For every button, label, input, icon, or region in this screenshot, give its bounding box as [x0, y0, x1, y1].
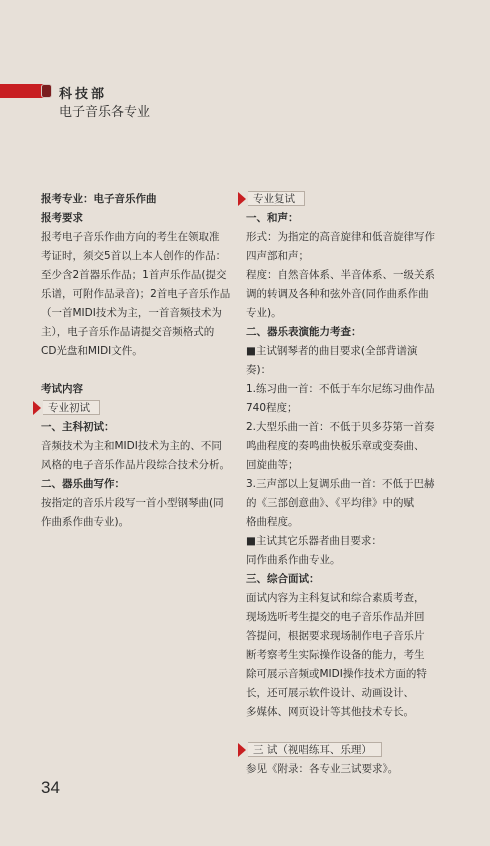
paragraph-line: 740程度； — [246, 402, 298, 414]
major-heading: 报考专业：电子音乐作曲 — [41, 193, 157, 205]
requirements-line: 考证时，须交5首以上本人创作的作品： — [41, 250, 227, 262]
paragraph-line: ■主试钢琴者的曲目要求(全部背谱演奏)： — [246, 345, 418, 376]
paragraph-line: 专业)。 — [246, 307, 282, 319]
section-title: 科技部 — [59, 87, 108, 102]
subsection-heading: 一、和声： — [246, 212, 299, 224]
paragraph-line: 风格的电子音乐作品片段综合技术分析。 — [41, 459, 230, 471]
exam-content-heading: 考试内容 — [41, 383, 83, 395]
paragraph-line: 格曲程度。 — [246, 516, 299, 528]
requirements-line: 至少含2首器乐作品；1首声乐作品(提交 — [41, 269, 227, 281]
requirements-line: 主），电子音乐作品请提交音频格式的 — [41, 326, 215, 338]
paragraph-line: 1.练习曲一首：不低于车尔尼练习曲作品 — [246, 383, 435, 395]
paragraph-line: 2.大型乐曲一首：不低于贝多芬第一首奏 — [246, 421, 435, 433]
requirements-line: （一首MIDI技术为主，一首音频技术为 — [41, 307, 222, 319]
requirements-heading: 报考要求 — [41, 212, 83, 224]
tag-preliminary-label: 专业初试 — [43, 400, 100, 415]
right-column — [246, 190, 441, 779]
paragraph-line: 的《三部创意曲》、《平均律》中的赋 — [246, 497, 414, 509]
subsection-heading: 二、器乐表演能力考查： — [246, 326, 362, 338]
paragraph-line: 作曲系作曲专业)。 — [41, 516, 130, 528]
paragraph-line: 同作曲系作曲专业。 — [246, 554, 341, 566]
paragraph-line: 程度：自然音体系、半音体系、一级关系 — [246, 269, 435, 281]
requirements-line: CD光盘和MIDI文件。 — [41, 345, 143, 357]
requirements-line: 乐谱，可附作品录音)；2首电子音乐作品 — [41, 288, 231, 300]
paragraph-line: 参见《附录：各专业三试要求》。 — [246, 763, 399, 775]
paragraph-line: 音频技术为主和MIDI技术为主的、不同 — [41, 440, 222, 452]
paragraph-line: 长，还可展示软件设计、动画设计、 — [246, 687, 414, 699]
paragraph-line: 3.三声部以上复调乐曲一首：不低于巴赫 — [246, 478, 435, 490]
tag-preliminary — [33, 400, 100, 415]
paragraph-line: 断考察考生实际操作设备的能力，考生 — [246, 649, 425, 661]
page-number: 34 — [41, 778, 60, 797]
subsection-heading: 一、主科初试： — [41, 421, 115, 433]
paragraph-line: 答提问，根据要求现场制作电子音乐片 — [246, 630, 425, 642]
paragraph-line: 面试内容为主科复试和综合素质考查， — [246, 592, 425, 604]
subsection-heading: 三、综合面试： — [246, 573, 320, 585]
paragraph-line: 四声部和声； — [246, 250, 309, 262]
left-column — [41, 190, 231, 532]
paragraph-line: 多媒体、网页设计等其他技术专长。 — [246, 706, 414, 718]
header-accent-bar — [0, 84, 46, 98]
paragraph-line: 调的转调及各种和弦外音(同作曲系作曲 — [246, 288, 429, 300]
requirements-line: 报考电子音乐作曲方向的考生在领取准 — [41, 231, 220, 243]
tag-retest — [238, 191, 305, 206]
tag-third-exam-label: 三 试（视唱练耳、乐理） — [248, 742, 382, 757]
paragraph-line: ■主试其它乐器者曲目要求： — [246, 535, 382, 547]
paragraph-line: 按指定的音乐片段写一首小型钢琴曲(同 — [41, 497, 224, 509]
paragraph-line: 除可展示音频或MIDI操作技术方面的特 — [246, 668, 427, 680]
triangle-marker-icon — [238, 192, 246, 206]
paragraph-line: 现场选听考生提交的电子音乐作品并回 — [246, 611, 425, 623]
paragraph-line: 鸣曲程度的奏鸣曲快板乐章或变奏曲、 — [246, 440, 425, 452]
triangle-marker-icon — [238, 743, 246, 757]
subsection-heading: 二、器乐曲写作： — [41, 478, 125, 490]
tag-retest-label: 专业复试 — [248, 191, 305, 206]
section-subtitle: 电子音乐各专业 — [59, 105, 151, 120]
tag-third-exam — [238, 742, 382, 757]
header-bullet-icon — [41, 84, 52, 98]
triangle-marker-icon — [33, 401, 41, 415]
paragraph-line: 形式：为指定的高音旋律和低音旋律写作 — [246, 231, 435, 243]
paragraph-line: 回旋曲等； — [246, 459, 299, 471]
